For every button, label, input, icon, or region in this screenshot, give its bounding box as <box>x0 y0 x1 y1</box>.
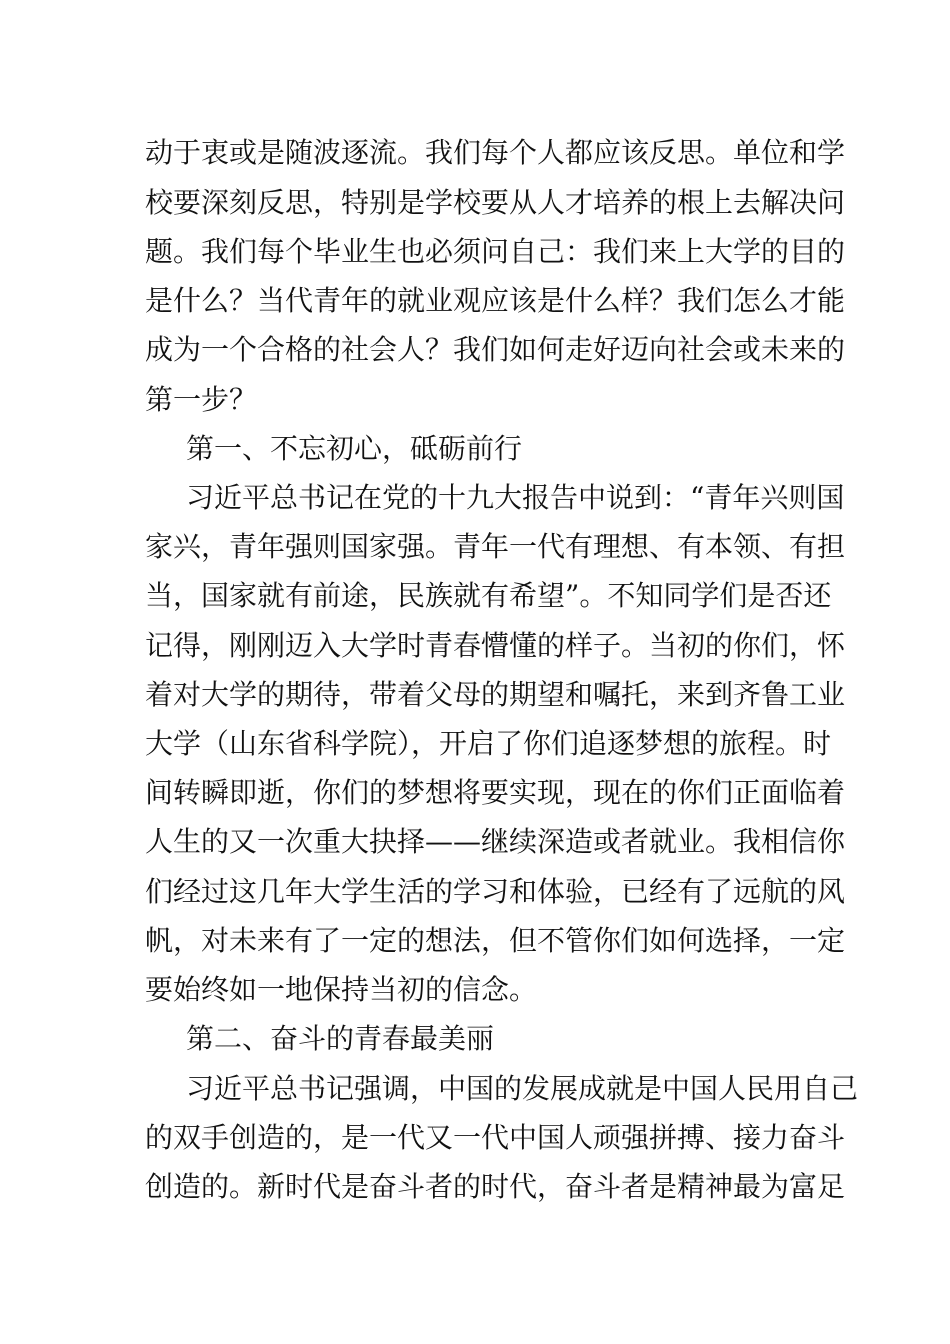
text-line: 记得，刚刚迈入大学时青春懵懂的样子。当初的你们，怀 <box>145 629 846 662</box>
text-line: 要始终如一地保持当初的信念。 <box>145 973 538 1006</box>
paragraph-first-line: 习近平总书记在党的十九大报告中说到：“青年兴则国 <box>186 481 845 514</box>
paragraph-first-line: 习近平总书记强调，中国的发展成就是中国人民用自己 <box>186 1072 859 1105</box>
text-line: 帆，对未来有了一定的想法，但不管你们如何选择，一定 <box>145 924 846 957</box>
text-line: 人生的又一次重大抉择——继续深造或者就业。我相信你 <box>145 825 846 858</box>
text-line: 题。我们每个毕业生也必须问自己：我们来上大学的目的 <box>145 235 846 268</box>
text-line: 大学（山东省科学院），开启了你们追逐梦想的旅程。时 <box>145 727 832 760</box>
text-line: 动于衷或是随波逐流。我们每个人都应该反思。单位和学 <box>145 136 846 169</box>
text-line: 家兴，青年强则国家强。青年一代有理想、有本领、有担 <box>145 530 846 563</box>
text-line: 创造的。新时代是奋斗者的时代，奋斗者是精神最为富足 <box>145 1170 846 1203</box>
text-line: 们经过这几年大学生活的学习和体验，已经有了远航的风 <box>145 875 846 908</box>
text-line: 是什么？当代青年的就业观应该是什么样？我们怎么才能 <box>145 284 846 317</box>
text-line: 的双手创造的，是一代又一代中国人顽强拼搏、接力奋斗 <box>145 1121 846 1154</box>
text-line: 间转瞬即逝，你们的梦想将要实现，现在的你们正面临着 <box>145 776 846 809</box>
text-line: 当，国家就有前途，民族就有希望”。不知同学们是否还 <box>145 579 832 612</box>
text-line: 成为一个合格的社会人？我们如何走好迈向社会或未来的 <box>145 333 846 366</box>
section-heading: 第一、不忘初心，砥砺前行 <box>186 432 523 465</box>
text-line: 着对大学的期待，带着父母的期望和嘱托，来到齐鲁工业 <box>145 678 846 711</box>
section-heading: 第二、奋斗的青春最美丽 <box>186 1022 495 1055</box>
text-line: 第一步？ <box>145 383 258 416</box>
text-line: 校要深刻反思，特别是学校要从人才培养的根上去解决问 <box>145 186 846 219</box>
